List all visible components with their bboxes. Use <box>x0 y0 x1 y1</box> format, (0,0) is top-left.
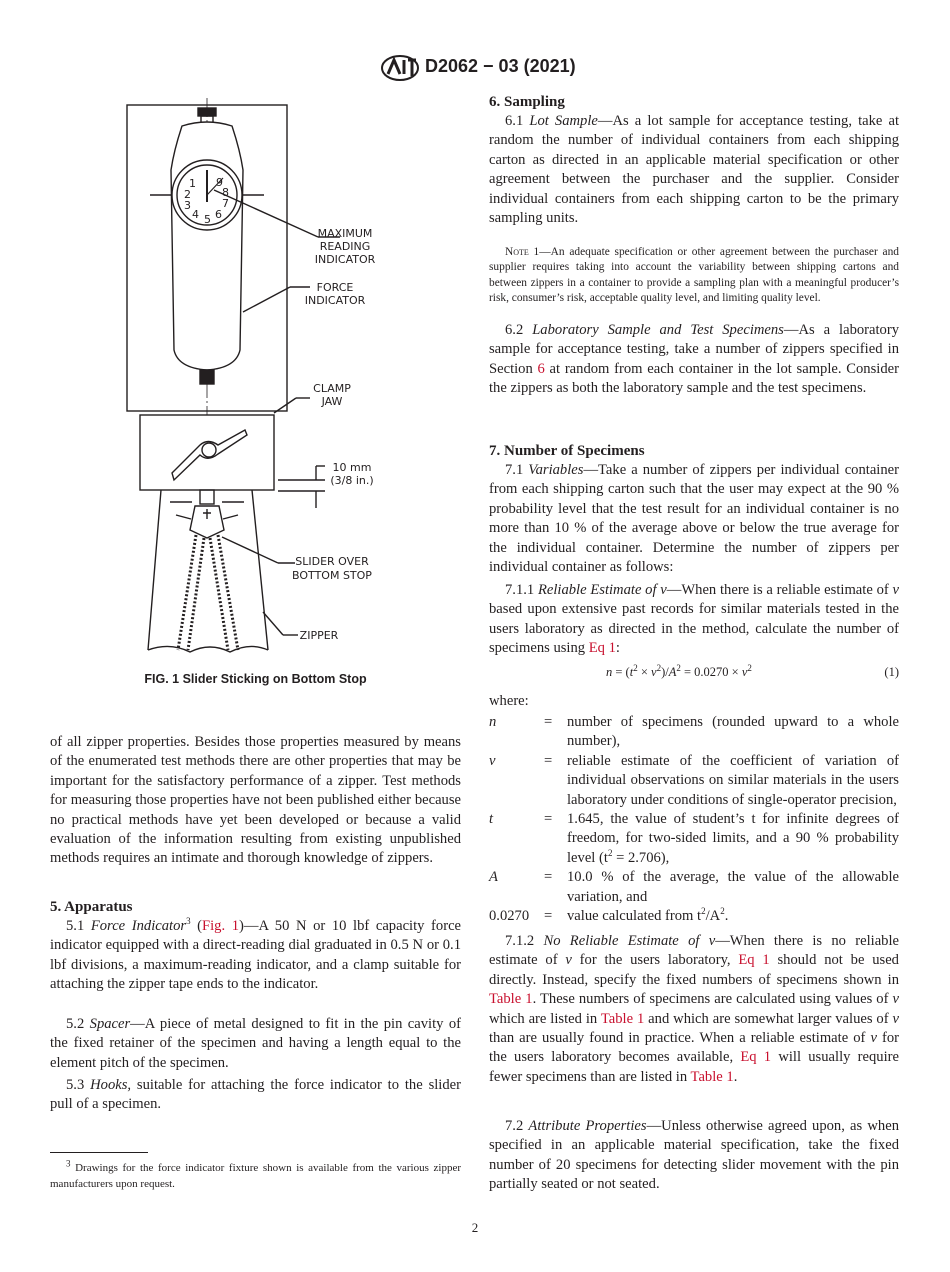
definition-symbol: t <box>489 811 494 828</box>
text-run: 7.2 <box>505 1118 529 1134</box>
text-run: . <box>733 1068 738 1085</box>
dial-number: 1 <box>189 177 196 190</box>
text-run: Hooks, <box>90 1077 132 1093</box>
note-1 <box>489 245 899 307</box>
text-run: for the users laboratory, <box>571 952 739 969</box>
equals-sign: = <box>544 714 553 730</box>
equals-sign: = <box>544 908 553 925</box>
dial-number: 5 <box>204 213 211 226</box>
label-slider: SLIDER OVER <box>295 555 369 568</box>
dial-number: 6 <box>215 208 222 221</box>
label-force-indicator: FORCE <box>316 281 354 294</box>
definition-symbol: 0.0270 <box>489 908 530 925</box>
cross-reference-link[interactable]: Eq 1 <box>740 1049 772 1066</box>
text-run: will usually require fewer specimens than are listed in <box>489 1049 899 1085</box>
definition-item <box>489 713 899 752</box>
paragraph-7-1-1 <box>489 581 899 659</box>
dial-number: 4 <box>192 208 199 221</box>
superscript: 2 <box>633 662 638 673</box>
text-run: suitable for attaching the force indicator to the slider pull of a specimen. <box>50 1077 461 1113</box>
paragraph-6-1 <box>489 112 899 228</box>
definition-item <box>489 810 899 868</box>
text-run: Lot Sample <box>529 113 598 129</box>
text-run: v <box>741 665 748 679</box>
text-run: /A <box>705 908 721 925</box>
definition-item <box>489 907 899 926</box>
text-run: Variables <box>528 462 584 478</box>
text-run: —As a lot sample for acceptance testing, take at random the number of individual containers from each shipping carton as directed in an applicable material specification or other agreement between the purchaser and the supplier. Consider individual containers from each shipping carton to be the primary sampling units. <box>489 113 900 227</box>
paragraph-7-1 <box>489 461 899 577</box>
paragraph-7-1-2 <box>489 932 899 1087</box>
text-run: Spacer <box>89 1016 131 1032</box>
text-run: v <box>892 1010 899 1027</box>
text-run: = ( <box>612 665 630 679</box>
dial-number: 2 <box>184 188 191 201</box>
label-max-reading: READING <box>319 240 371 253</box>
definition-symbol: A <box>489 869 498 886</box>
figure-caption: FIG. 1 Slider Sticking on Bottom Stop <box>144 672 367 686</box>
text-run: v <box>892 582 899 598</box>
superscript: 2 <box>747 662 752 673</box>
text-run: )—A 50 N or 10 lbf capacity force indicator equipped with a direct-reading dial graduated in 0.5 N or 0.1 lbf divisions, a maximum-reading indicator, and a clamp suitable for attaching the zipper tape ends to the indicator. <box>50 918 462 993</box>
text-run: v <box>870 1030 877 1047</box>
text-run: t <box>629 665 634 679</box>
superscript: 2 <box>676 662 681 673</box>
text-run: = 0.0270 × <box>680 665 742 679</box>
where-label: where: <box>489 693 529 709</box>
equals-sign: = <box>544 811 553 828</box>
text-run: and which are somewhat larger values of <box>644 1010 893 1027</box>
dial-number: 7 <box>222 197 229 210</box>
label-zipper: ZIPPER <box>299 629 339 642</box>
text-run: 7.1 <box>505 462 529 478</box>
cross-reference-link[interactable]: Table 1 <box>690 1068 734 1085</box>
text-run: × <box>637 665 652 679</box>
text-run: Drawings for the force indicator fixture shown is available from the various zipper manufacturers upon request. <box>50 1162 461 1190</box>
definition-text <box>567 868 899 907</box>
text-run: —Take a number of zippers per individual container from each shipping carton such that the user may expect at the 90 % probability level that the test result for an individual container is no more than 10 % of the average above or below the true average for the individual container. Determine the number of zippers per individual container as follows: <box>489 462 899 576</box>
definitions-list <box>489 713 899 926</box>
label-slider: BOTTOM STOP <box>292 569 372 582</box>
equals-sign: = <box>544 869 553 886</box>
cross-reference-link[interactable]: Fig. 1 <box>202 918 240 934</box>
text-run: 5.2 <box>66 1016 90 1032</box>
text-run: No Reliable Estimate of v <box>543 933 716 949</box>
cross-reference-link[interactable]: Eq 1 <box>588 640 616 657</box>
text-run: 10.0 % of the average, the value of the allowable variation, and <box>567 869 899 905</box>
text-run: 7.1.1 <box>505 582 538 598</box>
text-run: for the users laboratory becomes available, <box>489 1030 899 1066</box>
label-force-indicator: INDICATOR <box>304 294 366 307</box>
paragraph-6-2 <box>489 321 899 399</box>
astm-logo <box>380 54 420 87</box>
text-run: v <box>651 665 657 679</box>
text-run: 7.1.2 <box>505 933 544 949</box>
label-dimension: 10 mm <box>332 461 372 474</box>
dial-number: 8 <box>222 186 229 199</box>
text-run: 1.645, the value of student’s t for infinite degrees of freedom, for two-sided limits, and a 90 % probability level (t <box>567 811 899 866</box>
text-run: —When there is a reliable estimate of <box>666 582 893 598</box>
cross-reference-link[interactable]: 6 <box>537 360 545 377</box>
text-run: Attribute Properties <box>528 1118 647 1134</box>
text-run: 6.2 <box>505 322 533 338</box>
heading-number-of-specimens: 7. Number of Specimens <box>489 443 645 459</box>
text-run: v <box>565 952 572 969</box>
footnote-3 <box>50 1158 461 1192</box>
superscript: 2 <box>607 847 613 858</box>
text-run: 5.3 <box>66 1077 91 1093</box>
text-run: = 2.706), <box>612 849 670 866</box>
paragraph-5-3 <box>50 1076 461 1115</box>
definition-item <box>489 868 899 907</box>
text-run: Reliable Estimate of v <box>537 582 667 598</box>
text-run: . <box>724 908 729 925</box>
equals-sign: = <box>544 752 553 769</box>
text-run: should not be used directly. Instead, specify the fixed numbers of specimens shown in <box>489 952 899 988</box>
text-run: which are listed in <box>489 1010 601 1027</box>
definition-item <box>489 752 899 810</box>
paragraph-5-2 <box>50 1015 461 1073</box>
text-run: —As a laboratory sample for acceptance testing, take a number of zippers specified in Section <box>489 322 900 377</box>
text-run: based upon extensive past records for similar materials tested in the users laboratory as directed in the method, calculate the number of specimens using <box>489 601 899 657</box>
text-run: 1—An adequate specification or other agreement between the purchaser and supplier requires taking into account the variability between shipping cartons and between zippers in a container to provide a sampling plan with a meaningful producer’s risk, consumer’s risk, acceptable quality level, and limiting quality level. <box>489 246 899 305</box>
label-clamp-jaw: JAW <box>321 395 343 408</box>
text-run: Laboratory Sample and Test Specimens <box>532 322 784 338</box>
text-run: A <box>668 665 677 679</box>
heading-sampling: 6. Sampling <box>489 94 565 110</box>
definition-symbol: v <box>489 752 496 769</box>
text-run: Force Indicator <box>90 918 187 934</box>
footnote-divider <box>50 1152 148 1153</box>
label-clamp-jaw: CLAMP <box>313 382 351 395</box>
definition-text <box>567 713 899 752</box>
text-run: —Unless otherwise agreed upon, as when specified in an applicable material specification, take the fixed number of 20 specimens for detecting slider movement with the pin partially seated or not seated. <box>489 1118 899 1193</box>
cross-reference-link[interactable]: Table 1 <box>489 991 533 1008</box>
text-run: . These numbers of specimens are calculated using values of <box>532 991 893 1008</box>
heading-apparatus: 5. Apparatus <box>50 899 133 915</box>
cross-reference-link[interactable]: Eq 1 <box>738 952 770 969</box>
superscript: 3 <box>66 1158 71 1169</box>
label-max-reading: MAXIMUM <box>317 227 373 240</box>
superscript: 3 <box>186 916 191 927</box>
document-designation: D2062 − 03 (2021) <box>425 56 576 76</box>
figure-1-drawing <box>100 90 400 670</box>
paragraph-7-2 <box>489 1117 899 1195</box>
text-run: number of specimens (rounded upward to a whole number), <box>567 714 899 750</box>
superscript: 2 <box>720 906 725 917</box>
dial-number: 3 <box>184 199 191 212</box>
equation-number: (1) <box>884 665 899 679</box>
text-run: )/ <box>661 665 669 679</box>
paragraph-5-1 <box>50 917 461 995</box>
definition-text <box>567 810 899 868</box>
text-run: of all zipper properties. Besides those properties measured by means of the enumerated test methods there are other properties that may be important for the satisfactory performance of a zipper. Test methods for measuring those properties have not been published either because no practical methods have yet been developed or because a valid evaluation of the information resulting from existing unpublished methods requires an intimate and thorough knowledge of zippers. <box>50 734 461 867</box>
text-run: reliable estimate of the coefficient of variation of individual observations on similar materials in the users laboratory under conditions of single-operator precision, <box>567 752 899 808</box>
text-run: —A piece of metal designed to fit in the pin cavity of the fixed retainer of the specimen and having a length equal to the element pitch of the specimen. <box>50 1016 462 1071</box>
text-run: at random from each container in the lot sample. Consider the zippers as both the laboratory sample and the test specimens. <box>489 360 899 397</box>
text-run: ( <box>190 918 203 934</box>
text-run: n <box>606 665 613 679</box>
definition-symbol: n <box>489 714 497 730</box>
text-run: value calculated from t <box>567 908 702 925</box>
page-number: 2 <box>471 1220 479 1235</box>
text-run: v <box>892 991 899 1008</box>
definition-text <box>567 752 899 810</box>
definition-text <box>567 907 899 926</box>
cross-reference-link[interactable]: Table 1 <box>600 1010 645 1027</box>
text-run: than are usually found in practice. When a reliable estimate of <box>489 1030 871 1047</box>
superscript: 2 <box>656 662 662 673</box>
label-dimension: (3/8 in.) <box>330 474 374 487</box>
text-run: Note <box>505 246 529 258</box>
superscript: 2 <box>701 906 706 917</box>
equation-body <box>606 662 752 680</box>
text-run: : <box>615 640 620 657</box>
label-max-reading: INDICATOR <box>314 253 376 266</box>
text-run: 6.1 <box>505 113 530 129</box>
text-run: 5.1 <box>66 918 91 934</box>
paragraph-intro <box>50 733 461 869</box>
text-run: —When there is no reliable estimate of <box>489 933 900 969</box>
dial-number: 9 <box>216 176 223 189</box>
